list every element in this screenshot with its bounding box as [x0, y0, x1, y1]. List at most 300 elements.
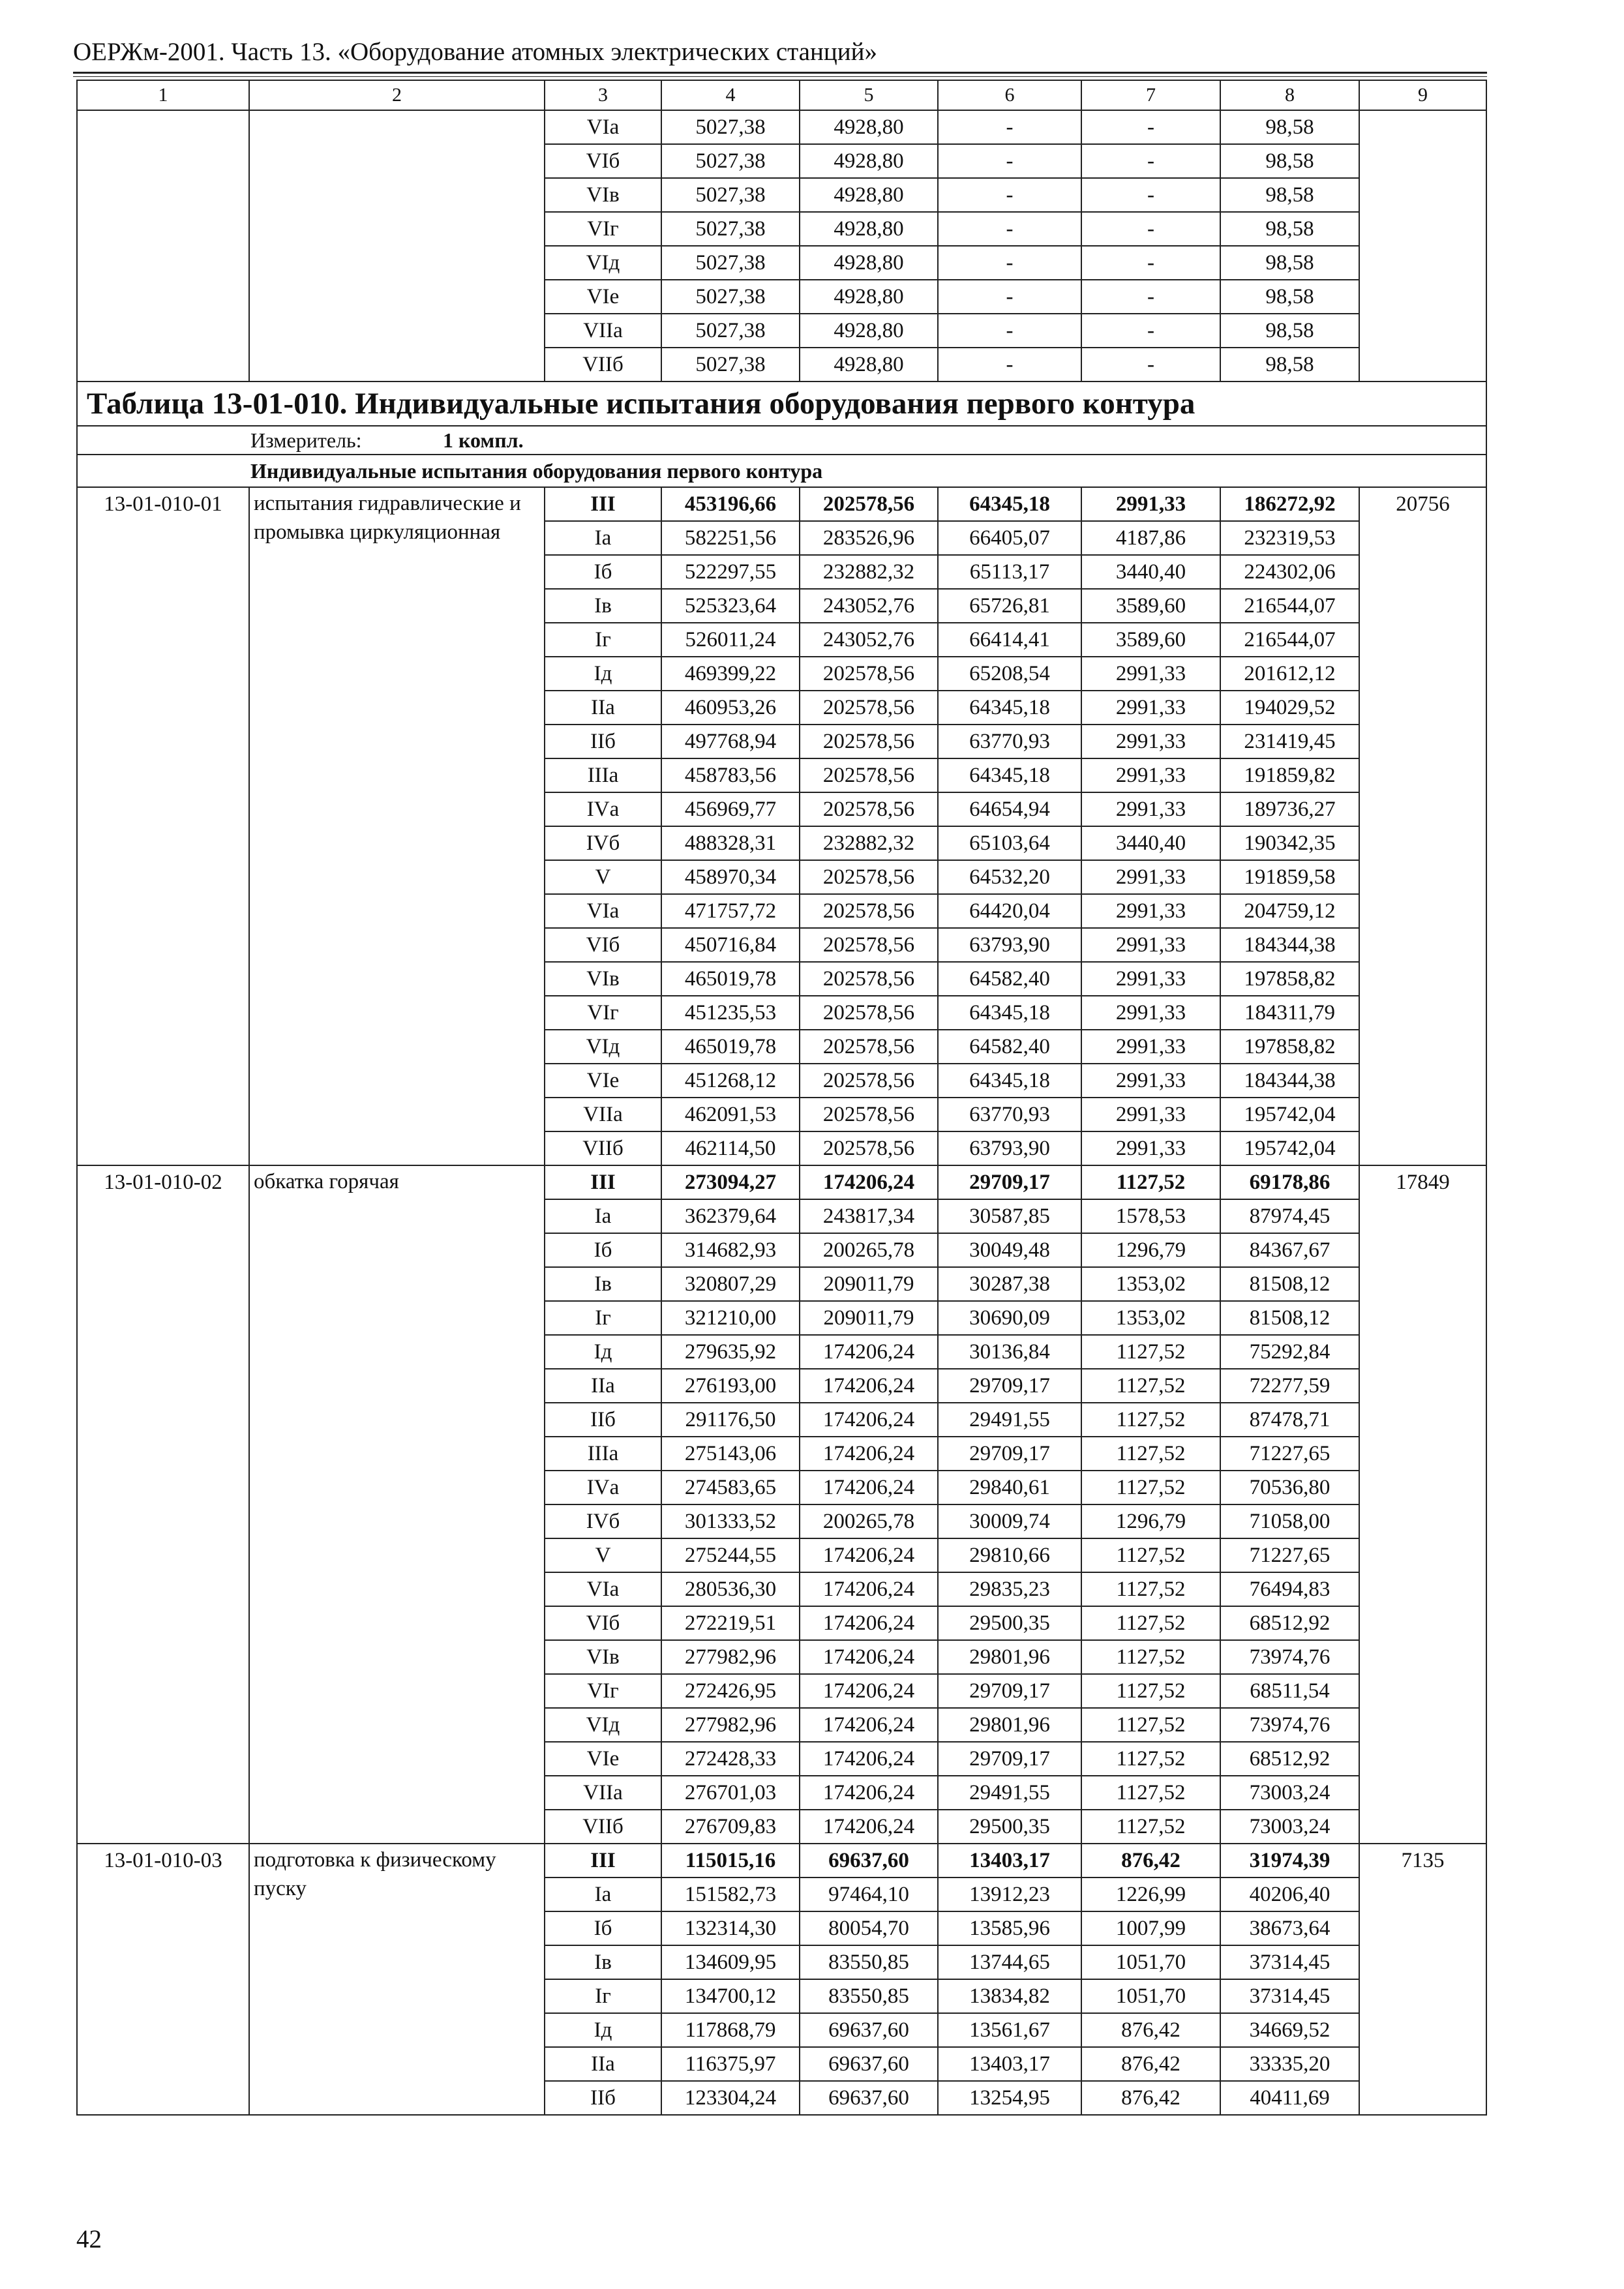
- value-cell: 1127,52: [1081, 1165, 1220, 1199]
- value-cell: 71227,65: [1220, 1538, 1359, 1572]
- value-cell: 4928,80: [800, 144, 938, 178]
- value-cell: 37314,45: [1220, 1945, 1359, 1979]
- value-cell: 582251,56: [661, 521, 800, 555]
- value-cell: 202578,56: [800, 487, 938, 521]
- page-number: 42: [76, 2225, 102, 2253]
- value-cell: 4928,80: [800, 110, 938, 144]
- value-cell: 13834,82: [938, 1979, 1081, 2013]
- value-cell: 2991,33: [1081, 725, 1220, 758]
- value-cell: 29801,96: [938, 1708, 1081, 1742]
- zone-cell: Iг: [545, 623, 661, 657]
- value-cell: 38673,64: [1220, 1911, 1359, 1945]
- value-cell: 30587,85: [938, 1199, 1081, 1233]
- table-title-row: [77, 382, 1486, 426]
- value-cell: 243817,34: [800, 1199, 938, 1233]
- value-cell: 174206,24: [800, 1471, 938, 1504]
- value-cell: 73974,76: [1220, 1640, 1359, 1674]
- value-cell: -: [1081, 110, 1220, 144]
- value-cell: -: [938, 212, 1081, 246]
- item-total: 20756: [1359, 487, 1486, 1165]
- value-cell: 68511,54: [1220, 1674, 1359, 1708]
- value-cell: 1296,79: [1081, 1504, 1220, 1538]
- value-cell: 280536,30: [661, 1572, 800, 1606]
- header-rule-thin: [73, 76, 1487, 77]
- value-cell: 73003,24: [1220, 1776, 1359, 1810]
- value-cell: 73974,76: [1220, 1708, 1359, 1742]
- value-cell: 525323,64: [661, 589, 800, 623]
- value-cell: 134609,95: [661, 1945, 800, 1979]
- empty-code-cell: [77, 110, 249, 382]
- value-cell: 451235,53: [661, 996, 800, 1030]
- value-cell: 29491,55: [938, 1776, 1081, 1810]
- value-cell: 2991,33: [1081, 894, 1220, 928]
- zone-cell: VIIб: [545, 348, 661, 382]
- zone-cell: IIа: [545, 691, 661, 725]
- zone-cell: IVб: [545, 1504, 661, 1538]
- value-cell: 202578,56: [800, 894, 938, 928]
- column-number: 4: [661, 80, 800, 110]
- value-cell: 191859,58: [1220, 860, 1359, 894]
- value-cell: -: [938, 110, 1081, 144]
- zone-cell: IIа: [545, 2047, 661, 2081]
- value-cell: 98,58: [1220, 110, 1359, 144]
- value-cell: 522297,55: [661, 555, 800, 589]
- value-cell: 202578,56: [800, 758, 938, 792]
- value-cell: 275143,06: [661, 1437, 800, 1471]
- value-cell: 2991,33: [1081, 1030, 1220, 1064]
- zone-cell: VIб: [545, 144, 661, 178]
- value-cell: 76494,83: [1220, 1572, 1359, 1606]
- value-cell: 174206,24: [800, 1742, 938, 1776]
- value-cell: 37314,45: [1220, 1979, 1359, 2013]
- value-cell: 209011,79: [800, 1301, 938, 1335]
- value-cell: 202578,56: [800, 657, 938, 691]
- value-cell: 195742,04: [1220, 1131, 1359, 1165]
- value-cell: 276193,00: [661, 1369, 800, 1403]
- value-cell: 202578,56: [800, 1098, 938, 1131]
- section-title: Индивидуальные испытания оборудования первого контура: [77, 455, 1486, 487]
- value-cell: 2991,33: [1081, 1131, 1220, 1165]
- value-cell: 63770,93: [938, 725, 1081, 758]
- value-cell: 1578,53: [1081, 1199, 1220, 1233]
- value-cell: 277982,96: [661, 1708, 800, 1742]
- value-cell: 1296,79: [1081, 1233, 1220, 1267]
- value-cell: 65103,64: [938, 826, 1081, 860]
- zone-cell: Iв: [545, 589, 661, 623]
- value-cell: 2991,33: [1081, 860, 1220, 894]
- value-cell: 283526,96: [800, 521, 938, 555]
- value-cell: 174206,24: [800, 1606, 938, 1640]
- value-cell: 291176,50: [661, 1403, 800, 1437]
- value-cell: -: [1081, 178, 1220, 212]
- value-cell: 301333,52: [661, 1504, 800, 1538]
- value-cell: 73003,24: [1220, 1810, 1359, 1844]
- value-cell: 4187,86: [1081, 521, 1220, 555]
- zone-cell: Iд: [545, 1335, 661, 1369]
- value-cell: 117868,79: [661, 2013, 800, 2047]
- value-cell: 232319,53: [1220, 521, 1359, 555]
- zone-cell: VIIб: [545, 1810, 661, 1844]
- zone-cell: VIе: [545, 1742, 661, 1776]
- value-cell: 320807,29: [661, 1267, 800, 1301]
- value-cell: 276709,83: [661, 1810, 800, 1844]
- value-cell: 13912,23: [938, 1878, 1081, 1911]
- item-code: 13-01-010-01: [77, 487, 249, 1165]
- zone-cell: VIа: [545, 894, 661, 928]
- value-cell: 465019,78: [661, 1030, 800, 1064]
- value-cell: -: [1081, 280, 1220, 314]
- column-number: 2: [249, 80, 545, 110]
- value-cell: 69637,60: [800, 1844, 938, 1878]
- zone-cell: VIг: [545, 1674, 661, 1708]
- value-cell: 1127,52: [1081, 1471, 1220, 1504]
- value-cell: 195742,04: [1220, 1098, 1359, 1131]
- value-cell: 174206,24: [800, 1369, 938, 1403]
- value-cell: 194029,52: [1220, 691, 1359, 725]
- value-cell: 465019,78: [661, 962, 800, 996]
- value-cell: 458783,56: [661, 758, 800, 792]
- zone-cell: Iв: [545, 1945, 661, 1979]
- zone-cell: VIг: [545, 212, 661, 246]
- value-cell: 98,58: [1220, 246, 1359, 280]
- value-cell: 1127,52: [1081, 1369, 1220, 1403]
- value-cell: 115015,16: [661, 1844, 800, 1878]
- value-cell: 3589,60: [1081, 623, 1220, 657]
- zone-cell: Iа: [545, 1878, 661, 1911]
- value-cell: 83550,85: [800, 1945, 938, 1979]
- zone-cell: Iа: [545, 521, 661, 555]
- zone-cell: IIб: [545, 2081, 661, 2115]
- table-row: [77, 110, 1486, 144]
- value-cell: 174206,24: [800, 1538, 938, 1572]
- measure-unit: 1 компл.: [443, 428, 524, 452]
- zone-cell: VIб: [545, 1606, 661, 1640]
- table-title: Таблица 13-01-010. Индивидуальные испытания оборудования первого контура: [77, 382, 1486, 426]
- value-cell: 174206,24: [800, 1437, 938, 1471]
- value-cell: 29709,17: [938, 1437, 1081, 1471]
- zone-cell: IVб: [545, 826, 661, 860]
- value-cell: 69637,60: [800, 2013, 938, 2047]
- value-cell: 204759,12: [1220, 894, 1359, 928]
- value-cell: 13585,96: [938, 1911, 1081, 1945]
- value-cell: 202578,56: [800, 725, 938, 758]
- value-cell: 63793,90: [938, 928, 1081, 962]
- value-cell: 151582,73: [661, 1878, 800, 1911]
- zone-cell: Iа: [545, 1199, 661, 1233]
- value-cell: 4928,80: [800, 280, 938, 314]
- value-cell: 232882,32: [800, 826, 938, 860]
- value-cell: -: [938, 246, 1081, 280]
- value-cell: 1127,52: [1081, 1742, 1220, 1776]
- value-cell: 876,42: [1081, 2081, 1220, 2115]
- value-cell: 3440,40: [1081, 826, 1220, 860]
- zone-cell: Iг: [545, 1979, 661, 2013]
- value-cell: 876,42: [1081, 2013, 1220, 2047]
- zone-cell: VIд: [545, 1030, 661, 1064]
- column-number: 9: [1359, 80, 1486, 110]
- value-cell: 200265,78: [800, 1504, 938, 1538]
- value-cell: 4928,80: [800, 314, 938, 348]
- value-cell: 462114,50: [661, 1131, 800, 1165]
- value-cell: 1127,52: [1081, 1640, 1220, 1674]
- value-cell: 13744,65: [938, 1945, 1081, 1979]
- measure-cell: [77, 426, 1486, 455]
- value-cell: 2991,33: [1081, 487, 1220, 521]
- value-cell: 2991,33: [1081, 792, 1220, 826]
- value-cell: 174206,24: [800, 1335, 938, 1369]
- value-cell: 200265,78: [800, 1233, 938, 1267]
- value-cell: 68512,92: [1220, 1742, 1359, 1776]
- value-cell: 29709,17: [938, 1742, 1081, 1776]
- value-cell: 202578,56: [800, 962, 938, 996]
- value-cell: 64532,20: [938, 860, 1081, 894]
- value-cell: 64345,18: [938, 1064, 1081, 1098]
- value-cell: 1353,02: [1081, 1301, 1220, 1335]
- value-cell: 174206,24: [800, 1810, 938, 1844]
- column-number: 6: [938, 80, 1081, 110]
- zone-cell: Iд: [545, 657, 661, 691]
- value-cell: 202578,56: [800, 860, 938, 894]
- value-cell: 216544,07: [1220, 589, 1359, 623]
- value-cell: 5027,38: [661, 110, 800, 144]
- value-cell: 64345,18: [938, 487, 1081, 521]
- item-code: 13-01-010-03: [77, 1844, 249, 2115]
- value-cell: 362379,64: [661, 1199, 800, 1233]
- value-cell: -: [1081, 314, 1220, 348]
- value-cell: 456969,77: [661, 792, 800, 826]
- zone-cell: VIIа: [545, 314, 661, 348]
- value-cell: 64345,18: [938, 758, 1081, 792]
- value-cell: 273094,27: [661, 1165, 800, 1199]
- value-cell: 64345,18: [938, 691, 1081, 725]
- value-cell: 134700,12: [661, 1979, 800, 2013]
- value-cell: 1353,02: [1081, 1267, 1220, 1301]
- value-cell: -: [938, 280, 1081, 314]
- measure-label: Измеритель:: [250, 428, 362, 452]
- value-cell: 5027,38: [661, 144, 800, 178]
- value-cell: 29500,35: [938, 1810, 1081, 1844]
- value-cell: 40411,69: [1220, 2081, 1359, 2115]
- empty-name-cell: [249, 110, 545, 382]
- item-total: 17849: [1359, 1165, 1486, 1844]
- zone-cell: VIа: [545, 1572, 661, 1606]
- table-row: [77, 1844, 1486, 1878]
- value-cell: 87478,71: [1220, 1403, 1359, 1437]
- value-cell: 1127,52: [1081, 1437, 1220, 1471]
- zone-cell: III: [545, 487, 661, 521]
- column-number: 3: [545, 80, 661, 110]
- value-cell: 81508,12: [1220, 1301, 1359, 1335]
- value-cell: 190342,35: [1220, 826, 1359, 860]
- value-cell: 462091,53: [661, 1098, 800, 1131]
- value-cell: 4928,80: [800, 212, 938, 246]
- zone-cell: VIд: [545, 246, 661, 280]
- value-cell: -: [938, 144, 1081, 178]
- value-cell: 5027,38: [661, 178, 800, 212]
- zone-cell: VIе: [545, 280, 661, 314]
- value-cell: 209011,79: [800, 1267, 938, 1301]
- value-cell: 2991,33: [1081, 928, 1220, 962]
- value-cell: 72277,59: [1220, 1369, 1359, 1403]
- value-cell: 216544,07: [1220, 623, 1359, 657]
- zone-cell: Iд: [545, 2013, 661, 2047]
- value-cell: 4928,80: [800, 178, 938, 212]
- value-cell: 453196,66: [661, 487, 800, 521]
- value-cell: 272426,95: [661, 1674, 800, 1708]
- value-cell: 275244,55: [661, 1538, 800, 1572]
- value-cell: 64345,18: [938, 996, 1081, 1030]
- value-cell: -: [1081, 144, 1220, 178]
- value-cell: 29840,61: [938, 1471, 1081, 1504]
- zone-cell: VIIа: [545, 1098, 661, 1131]
- value-cell: 68512,92: [1220, 1606, 1359, 1640]
- value-cell: 450716,84: [661, 928, 800, 962]
- value-cell: 5027,38: [661, 348, 800, 382]
- value-cell: -: [938, 348, 1081, 382]
- price-table: [76, 80, 1487, 2116]
- zone-cell: IIIа: [545, 758, 661, 792]
- value-cell: 202578,56: [800, 928, 938, 962]
- value-cell: 132314,30: [661, 1911, 800, 1945]
- value-cell: 274583,65: [661, 1471, 800, 1504]
- zone-cell: III: [545, 1844, 661, 1878]
- value-cell: 5027,38: [661, 212, 800, 246]
- value-cell: 1127,52: [1081, 1335, 1220, 1369]
- value-cell: 69637,60: [800, 2081, 938, 2115]
- value-cell: 197858,82: [1220, 1030, 1359, 1064]
- value-cell: 526011,24: [661, 623, 800, 657]
- zone-cell: Iв: [545, 1267, 661, 1301]
- value-cell: 1127,52: [1081, 1810, 1220, 1844]
- zone-cell: VIв: [545, 1640, 661, 1674]
- value-cell: 29709,17: [938, 1674, 1081, 1708]
- value-cell: 65113,17: [938, 555, 1081, 589]
- value-cell: 202578,56: [800, 996, 938, 1030]
- value-cell: 116375,97: [661, 2047, 800, 2081]
- value-cell: 65726,81: [938, 589, 1081, 623]
- value-cell: 98,58: [1220, 348, 1359, 382]
- value-cell: 1127,52: [1081, 1606, 1220, 1640]
- value-cell: 29810,66: [938, 1538, 1081, 1572]
- value-cell: 65208,54: [938, 657, 1081, 691]
- value-cell: 184344,38: [1220, 928, 1359, 962]
- value-cell: 202578,56: [800, 1030, 938, 1064]
- value-cell: 224302,06: [1220, 555, 1359, 589]
- value-cell: 458970,34: [661, 860, 800, 894]
- zone-cell: VIIа: [545, 1776, 661, 1810]
- value-cell: 1226,99: [1081, 1878, 1220, 1911]
- zone-cell: VIд: [545, 1708, 661, 1742]
- value-cell: 2991,33: [1081, 1064, 1220, 1098]
- zone-cell: VIб: [545, 928, 661, 962]
- zone-cell: VIа: [545, 110, 661, 144]
- value-cell: 33335,20: [1220, 2047, 1359, 2081]
- value-cell: 1127,52: [1081, 1776, 1220, 1810]
- value-cell: 460953,26: [661, 691, 800, 725]
- value-cell: 2991,33: [1081, 1098, 1220, 1131]
- zone-cell: Iб: [545, 1911, 661, 1945]
- value-cell: 64582,40: [938, 1030, 1081, 1064]
- value-cell: 1127,52: [1081, 1572, 1220, 1606]
- value-cell: 30009,74: [938, 1504, 1081, 1538]
- zone-cell: VIв: [545, 178, 661, 212]
- column-number: 1: [77, 80, 249, 110]
- value-cell: 1127,52: [1081, 1538, 1220, 1572]
- value-cell: 30287,38: [938, 1267, 1081, 1301]
- header-rule: [73, 72, 1487, 74]
- value-cell: 80054,70: [800, 1911, 938, 1945]
- value-cell: 174206,24: [800, 1640, 938, 1674]
- value-cell: 191859,82: [1220, 758, 1359, 792]
- value-cell: 87974,45: [1220, 1199, 1359, 1233]
- value-cell: 488328,31: [661, 826, 800, 860]
- value-cell: 63770,93: [938, 1098, 1081, 1131]
- value-cell: 97464,10: [800, 1878, 938, 1911]
- value-cell: 64420,04: [938, 894, 1081, 928]
- value-cell: 202578,56: [800, 792, 938, 826]
- value-cell: 5027,38: [661, 246, 800, 280]
- value-cell: 174206,24: [800, 1776, 938, 1810]
- value-cell: 81508,12: [1220, 1267, 1359, 1301]
- zone-cell: IIб: [545, 1403, 661, 1437]
- value-cell: 5027,38: [661, 280, 800, 314]
- zone-cell: IVа: [545, 1471, 661, 1504]
- value-cell: 71227,65: [1220, 1437, 1359, 1471]
- value-cell: 30690,09: [938, 1301, 1081, 1335]
- value-cell: 66414,41: [938, 623, 1081, 657]
- zone-cell: VIв: [545, 962, 661, 996]
- measure-row: [77, 426, 1486, 455]
- value-cell: 84367,67: [1220, 1233, 1359, 1267]
- value-cell: -: [938, 178, 1081, 212]
- value-cell: -: [938, 314, 1081, 348]
- value-cell: 31974,39: [1220, 1844, 1359, 1878]
- value-cell: 29709,17: [938, 1165, 1081, 1199]
- value-cell: 29835,23: [938, 1572, 1081, 1606]
- value-cell: 471757,72: [661, 894, 800, 928]
- page-header: ОЕРЖм-2001. Часть 13. «Оборудование атомных электрических станций»: [73, 38, 877, 66]
- value-cell: 75292,84: [1220, 1335, 1359, 1369]
- value-cell: 1051,70: [1081, 1945, 1220, 1979]
- value-cell: 4928,80: [800, 246, 938, 280]
- value-cell: 184311,79: [1220, 996, 1359, 1030]
- value-cell: 13561,67: [938, 2013, 1081, 2047]
- value-cell: 451268,12: [661, 1064, 800, 1098]
- value-cell: 13254,95: [938, 2081, 1081, 2115]
- zone-cell: V: [545, 860, 661, 894]
- zone-cell: VIг: [545, 996, 661, 1030]
- value-cell: 63793,90: [938, 1131, 1081, 1165]
- value-cell: 279635,92: [661, 1335, 800, 1369]
- value-cell: 497768,94: [661, 725, 800, 758]
- value-cell: 186272,92: [1220, 487, 1359, 521]
- value-cell: 3440,40: [1081, 555, 1220, 589]
- value-cell: 66405,07: [938, 521, 1081, 555]
- zone-cell: VIе: [545, 1064, 661, 1098]
- value-cell: 321210,00: [661, 1301, 800, 1335]
- zone-cell: Iг: [545, 1301, 661, 1335]
- item-name: подготовка к физическому пуску: [249, 1844, 545, 2115]
- value-cell: 69637,60: [800, 2047, 938, 2081]
- value-cell: 1007,99: [1081, 1911, 1220, 1945]
- value-cell: 69178,86: [1220, 1165, 1359, 1199]
- value-cell: 1127,52: [1081, 1674, 1220, 1708]
- value-cell: 243052,76: [800, 589, 938, 623]
- section-title-row: [77, 455, 1486, 487]
- value-cell: 202578,56: [800, 1131, 938, 1165]
- column-number: 7: [1081, 80, 1220, 110]
- zone-cell: IIб: [545, 725, 661, 758]
